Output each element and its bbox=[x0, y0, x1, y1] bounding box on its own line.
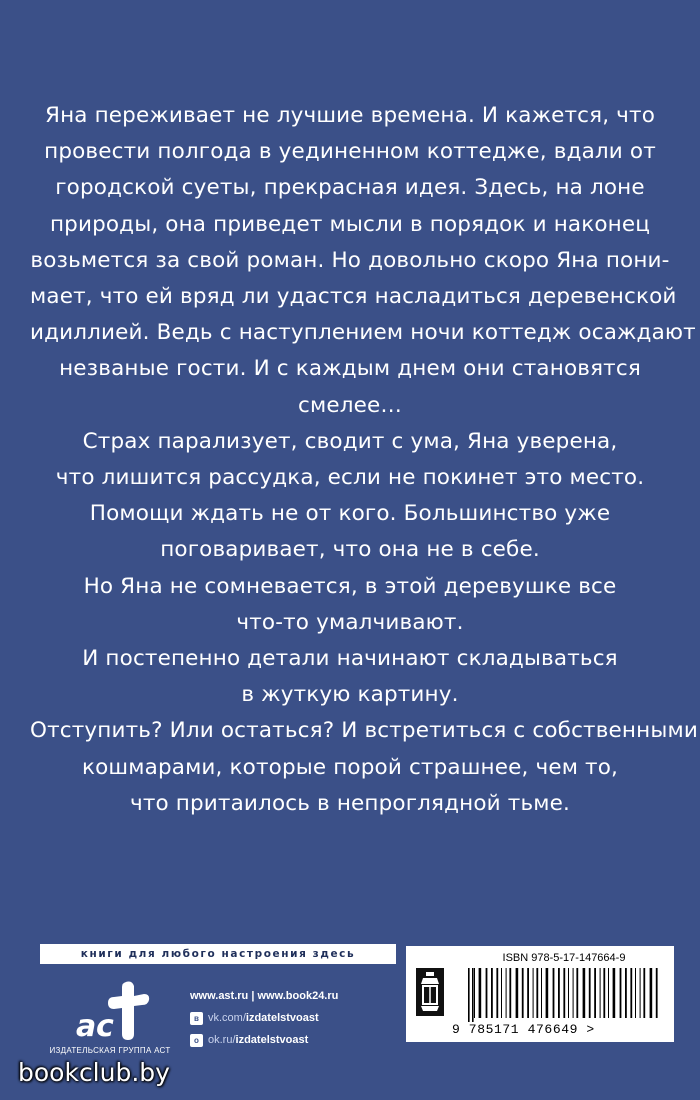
barcode-stripe bbox=[568, 968, 569, 1018]
barcode-stripe bbox=[589, 968, 591, 1018]
barcode-stripe bbox=[479, 968, 482, 1018]
isbn-number: ISBN 978-5-17-147664-9 bbox=[502, 952, 626, 964]
ok-link-row[interactable] bbox=[190, 1029, 400, 1051]
blurb-line: смелее… bbox=[297, 392, 402, 418]
blurb-line: природы, она приведет мысли в порядок и наконец bbox=[49, 211, 651, 237]
barcode-stripe bbox=[625, 968, 627, 1018]
vk-icon: в bbox=[190, 1012, 203, 1025]
blurb-line: городской суеты, прекрасная идея. Здесь, на лоне bbox=[55, 175, 645, 201]
link-separator: | bbox=[248, 990, 258, 1002]
website-links-row bbox=[190, 985, 400, 1007]
barcode-stripe bbox=[472, 968, 474, 1022]
blurb-line: Отступить? Или остаться? И встретиться с собственными bbox=[30, 718, 698, 744]
barcode-stripe bbox=[563, 968, 565, 1018]
barcode-bars bbox=[464, 968, 664, 1022]
blurb-line: провести полгода в уединенном коттедже, вдали от bbox=[44, 139, 656, 165]
vk-link-handle[interactable]: izdatelstvoast bbox=[245, 1012, 319, 1024]
link-book24-site[interactable]: www.book24.ru bbox=[257, 990, 339, 1002]
barcode-panel bbox=[406, 946, 674, 1042]
barcode-stripe bbox=[546, 968, 549, 1018]
barcode-stripe bbox=[603, 968, 605, 1018]
barcode-stripe bbox=[573, 968, 574, 1018]
blurb-line: Яна переживает не лучшие времена. И кажется, что bbox=[44, 103, 656, 128]
barcode-stripe bbox=[536, 968, 538, 1018]
barcode-stripe bbox=[533, 968, 534, 1018]
barcode-stripe bbox=[583, 968, 586, 1018]
svg-text:c: c bbox=[96, 1009, 114, 1044]
publisher-logo bbox=[40, 978, 180, 1064]
blurb-line: что-то умалчивают. bbox=[236, 609, 464, 635]
blurb-line: Помощи ждать не от кого. Большинство уже bbox=[89, 501, 611, 527]
barcode-stripe bbox=[491, 968, 493, 1018]
publisher-caption: ИЗДАТЕЛЬСКАЯ ГРУППА АСТ bbox=[49, 1046, 171, 1055]
barcode-stripe bbox=[613, 968, 616, 1018]
barcode-stripe bbox=[635, 968, 636, 1018]
blurb-line: что лишится рассудка, если не покинет это место. bbox=[55, 465, 645, 491]
blurb-line: в жуткую картину. bbox=[241, 682, 459, 708]
ok-icon: o bbox=[190, 1034, 203, 1047]
vk-link-row[interactable] bbox=[190, 1007, 400, 1029]
tagline-banner: книги для любого настроения здесь bbox=[40, 944, 396, 964]
svg-text:a: a bbox=[76, 1009, 97, 1044]
barcode-stripe bbox=[506, 968, 507, 1018]
barcode-stripe bbox=[509, 968, 511, 1018]
barcode-stripe bbox=[640, 968, 641, 1018]
barcode-stripe bbox=[496, 968, 498, 1018]
barcode-stripe bbox=[468, 968, 470, 1022]
barcode-stripe bbox=[522, 968, 524, 1018]
barcode-stripe bbox=[486, 968, 488, 1018]
barcode-stripe bbox=[527, 968, 529, 1018]
barcode-stripe bbox=[656, 968, 658, 1018]
blurb-line: идиллией. Ведь с наступлением ночи коттедж осаждают bbox=[30, 320, 696, 346]
barcode-stripe bbox=[630, 968, 632, 1018]
barcode-stripe bbox=[594, 968, 596, 1018]
barcode-stripe bbox=[501, 968, 502, 1018]
blurb-line: кошмарами, которые порой страшнее, чем то, bbox=[81, 754, 619, 780]
ast-logo-icon bbox=[40, 978, 180, 1044]
vk-link-prefix: vk.com/ bbox=[208, 1012, 246, 1024]
blurb-text bbox=[30, 98, 698, 822]
publisher-links bbox=[190, 985, 400, 1051]
blurb-line: Страх парализует, сводит с ума, Яна уверена, bbox=[82, 428, 618, 454]
watermark-text: bookclub.by bbox=[18, 1058, 170, 1087]
barcode-stripe bbox=[643, 968, 645, 1018]
barcode-stripe bbox=[608, 968, 609, 1018]
barcode-stripe bbox=[620, 968, 622, 1018]
blurb-line: Но Яна не сомневается, в этой деревушке все bbox=[83, 573, 617, 599]
barcode-stripe bbox=[541, 968, 542, 1018]
ok-link-prefix: ok.ru/ bbox=[208, 1034, 236, 1046]
blurb-line: поговаривает, что она не в себе. bbox=[160, 537, 540, 563]
blurb-line: что притаилось в непроглядной тьме. bbox=[129, 790, 571, 816]
blurb-line: возьмется за свой роман. Но довольно скоро Яна пони- bbox=[30, 247, 670, 273]
blurb-line: И постепенно детали начинают складываться bbox=[82, 646, 618, 672]
blurb-line: мает, что ей вряд ли удастся насладиться деревенской bbox=[30, 284, 677, 310]
blurb-line: незваные гости. И с каждым днем они становятся bbox=[59, 356, 641, 382]
barcode-digits: 9 785171 476649 > bbox=[452, 1022, 595, 1037]
link-ast-site[interactable]: www.ast.ru bbox=[190, 990, 249, 1002]
barcode-stripe bbox=[558, 968, 560, 1018]
ok-link-handle[interactable]: izdatelstvoast bbox=[235, 1034, 309, 1046]
lantern-icon bbox=[416, 968, 444, 1016]
barcode-stripe bbox=[553, 968, 555, 1018]
barcode-stripe bbox=[650, 968, 653, 1018]
barcode-stripe bbox=[600, 968, 601, 1018]
barcode-stripe bbox=[576, 968, 578, 1018]
barcode-stripe bbox=[474, 968, 475, 1018]
barcode-stripe bbox=[516, 968, 519, 1018]
